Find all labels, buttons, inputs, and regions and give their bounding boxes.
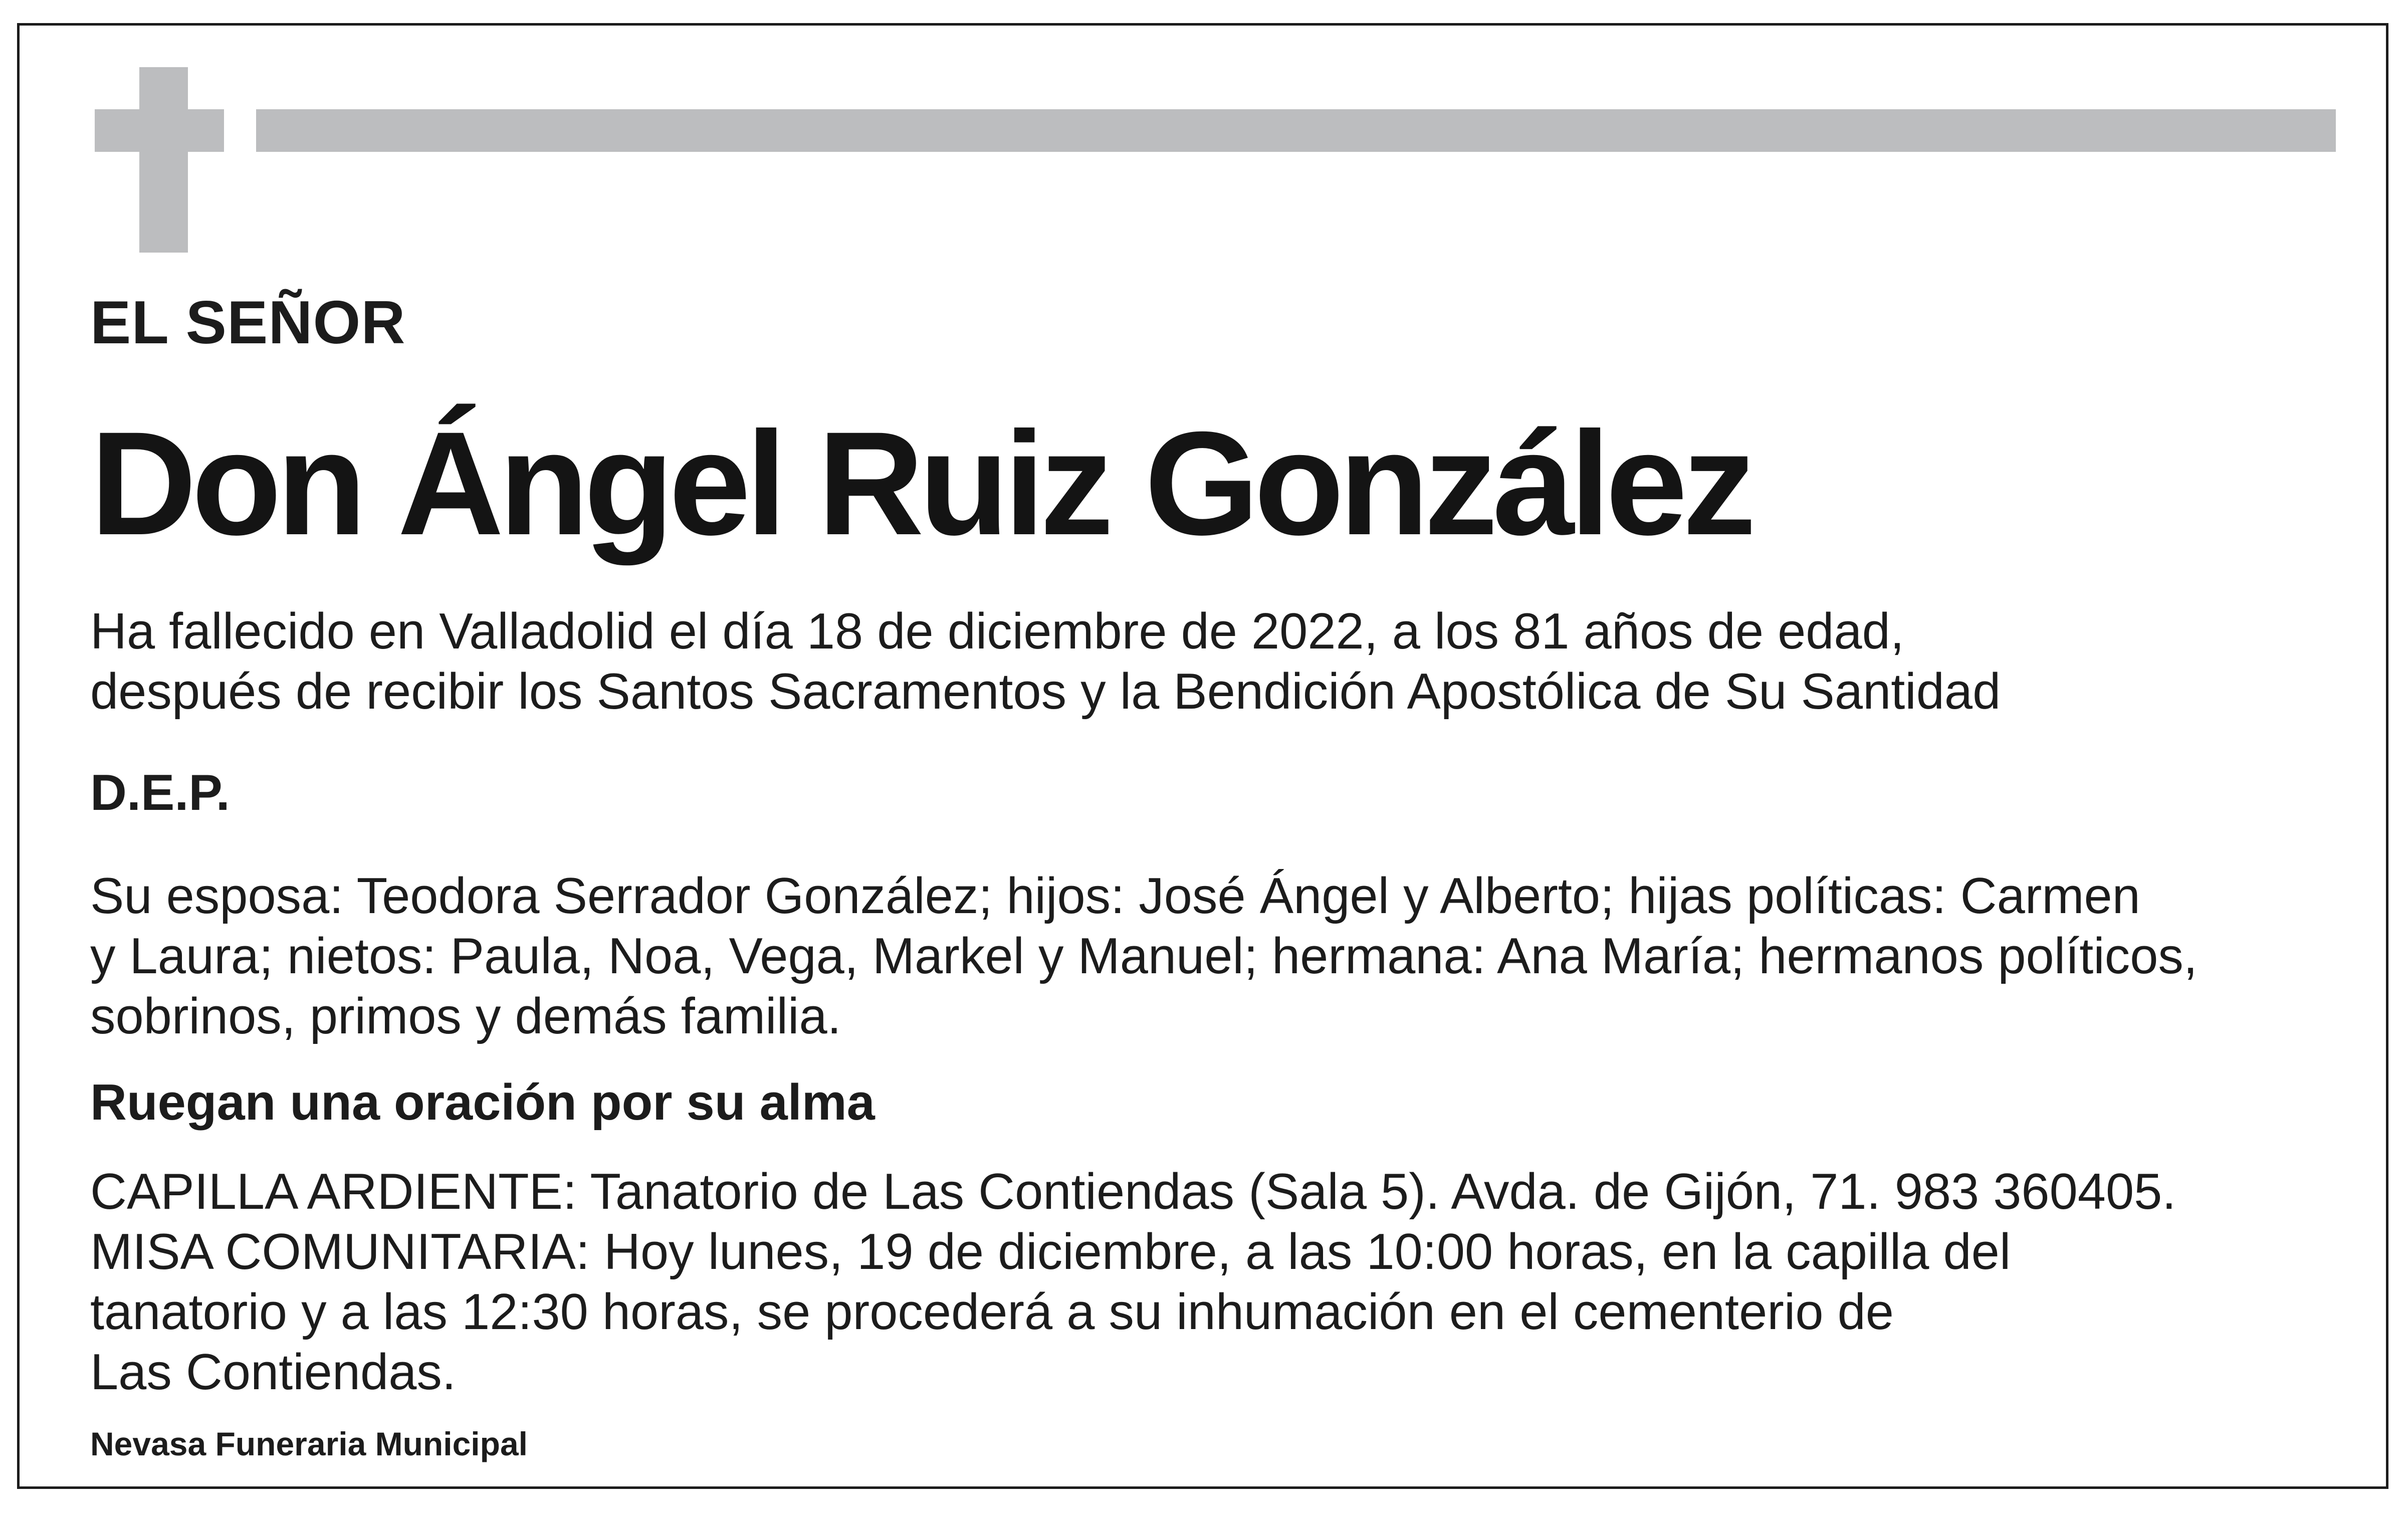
- family-list: Su esposa: Teodora Serrador González; hijos: José Ángel y Alberto; hijas políticas: Carmen y Laura; nietos: Paula, Noa, Vega, Markel y Manuel; hermana: Ana María; hermanos políticos, sobrinos, primos y demás familia.: [90, 868, 2198, 1044]
- rip-label: D.E.P.: [90, 765, 230, 821]
- service-details: CAPILLA ARDIENTE: Tanatorio de Las Contiendas (Sala 5). Avda. de Gijón, 71. 983 360405. MISA COMUNITARIA: Hoy lunes, 19 de diciembre, a las 10:00 horas, en la capilla del tanatorio y a las 12:30 horas, se procederá a su inhumación en el cementerio de Las Contiendas.: [90, 1164, 2176, 1400]
- cross-horizontal-beam: [95, 109, 224, 152]
- honorific-title: EL SEÑOR: [90, 288, 406, 356]
- funeral-home-name: Nevasa Funeraria Municipal: [90, 1425, 528, 1462]
- prayer-request: Ruegan una oración por su alma: [90, 1074, 875, 1131]
- header-rule-bar: [256, 109, 2336, 152]
- death-announcement: Ha fallecido en Valladolid el día 18 de diciembre de 2022, a los 81 años de edad, después de recibir los Santos Sacramentos y la Bendición Apostólica de Su Santidad: [90, 603, 2001, 720]
- deceased-name: Don Ángel Ruiz González: [90, 401, 1752, 566]
- cross-vertical-beam: [139, 67, 188, 253]
